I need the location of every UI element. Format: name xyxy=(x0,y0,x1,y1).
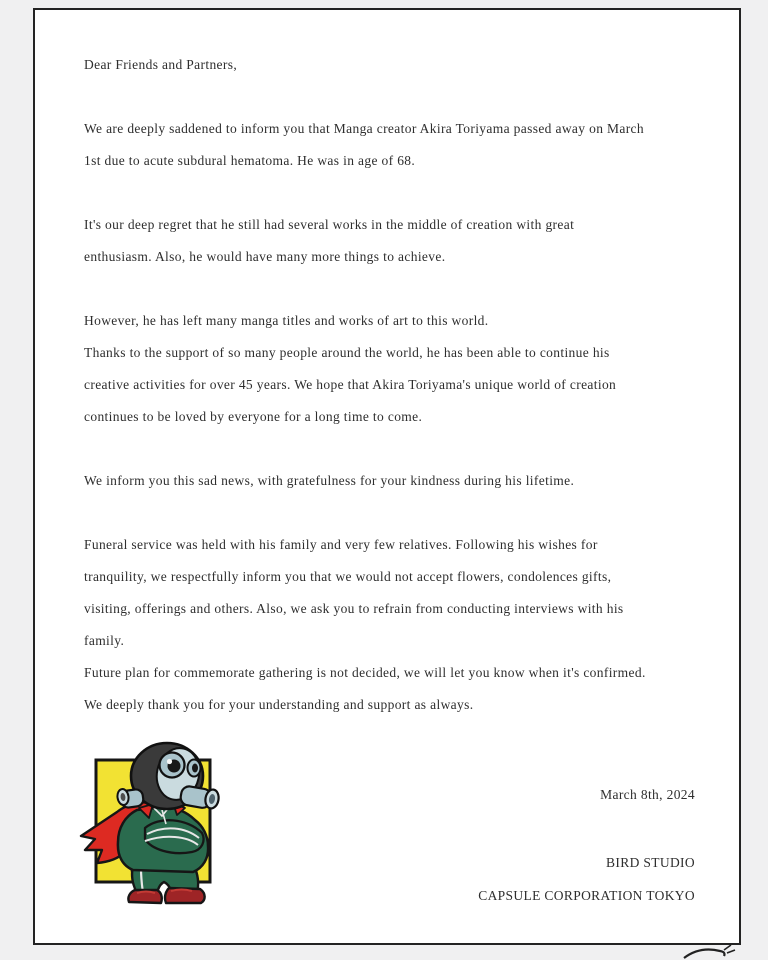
paragraph-4 xyxy=(84,465,719,497)
mascot-goggle-right-pupil xyxy=(192,764,198,773)
letter-line: We deeply thank you for your understanding and support as always. xyxy=(84,697,474,712)
letter-line: enthusiasm. Also, he would have many more things to achieve. xyxy=(84,249,446,264)
letter-line: Dear Friends and Partners, xyxy=(84,57,238,72)
letter-line: It's our deep regret that he still had several works in the middle of creation with great xyxy=(84,217,575,232)
signature-studio: BIRD STUDIO xyxy=(606,855,695,870)
mascot-illustration xyxy=(75,740,225,916)
letter-body xyxy=(84,49,719,753)
corner-doodle-icon xyxy=(680,944,742,960)
letter-line: We are deeply saddened to inform you that Manga creator Akira Toriyama passed away on March xyxy=(84,121,645,136)
paragraph-3 xyxy=(84,305,719,433)
salutation xyxy=(84,49,719,81)
letter-line: 1st due to acute subdural hematoma. He was in age of 68. xyxy=(84,153,416,168)
letter-page xyxy=(33,8,741,945)
letter-line: We inform you this sad news, with gratefulness for your kindness during his lifetime. xyxy=(84,473,575,488)
mascot-goggle-highlight xyxy=(167,759,172,764)
paragraph-5 xyxy=(84,529,719,721)
paragraph-2 xyxy=(84,209,719,273)
letter-line: visiting, offerings and others. Also, we ask you to refrain from conducting interviews with his xyxy=(84,601,624,616)
letter-line: tranquility, we respectfully inform you that we would not accept flowers, condolences gifts, xyxy=(84,569,612,584)
letter-line: family. xyxy=(84,633,125,648)
letter-line: creative activities for over 45 years. We hope that Akira Toriyama's unique world of creation xyxy=(84,377,617,392)
letter-line: Funeral service was held with his family and very few relatives. Following his wishes for xyxy=(84,537,598,552)
date-text: March 8th, 2024 xyxy=(600,787,695,802)
letter-line: continues to be loved by everyone for a long time to come. xyxy=(84,409,423,424)
signature-company: CAPSULE CORPORATION TOKYO xyxy=(478,888,695,903)
paragraph-1 xyxy=(84,113,719,177)
letter-line: Future plan for commemorate gathering is not decided, we will let you know when it's confirmed. xyxy=(84,665,646,680)
letter-line: However, he has left many manga titles and works of art to this world. xyxy=(84,313,489,328)
letter-line: Thanks to the support of so many people around the world, he has been able to continue his xyxy=(84,345,610,360)
